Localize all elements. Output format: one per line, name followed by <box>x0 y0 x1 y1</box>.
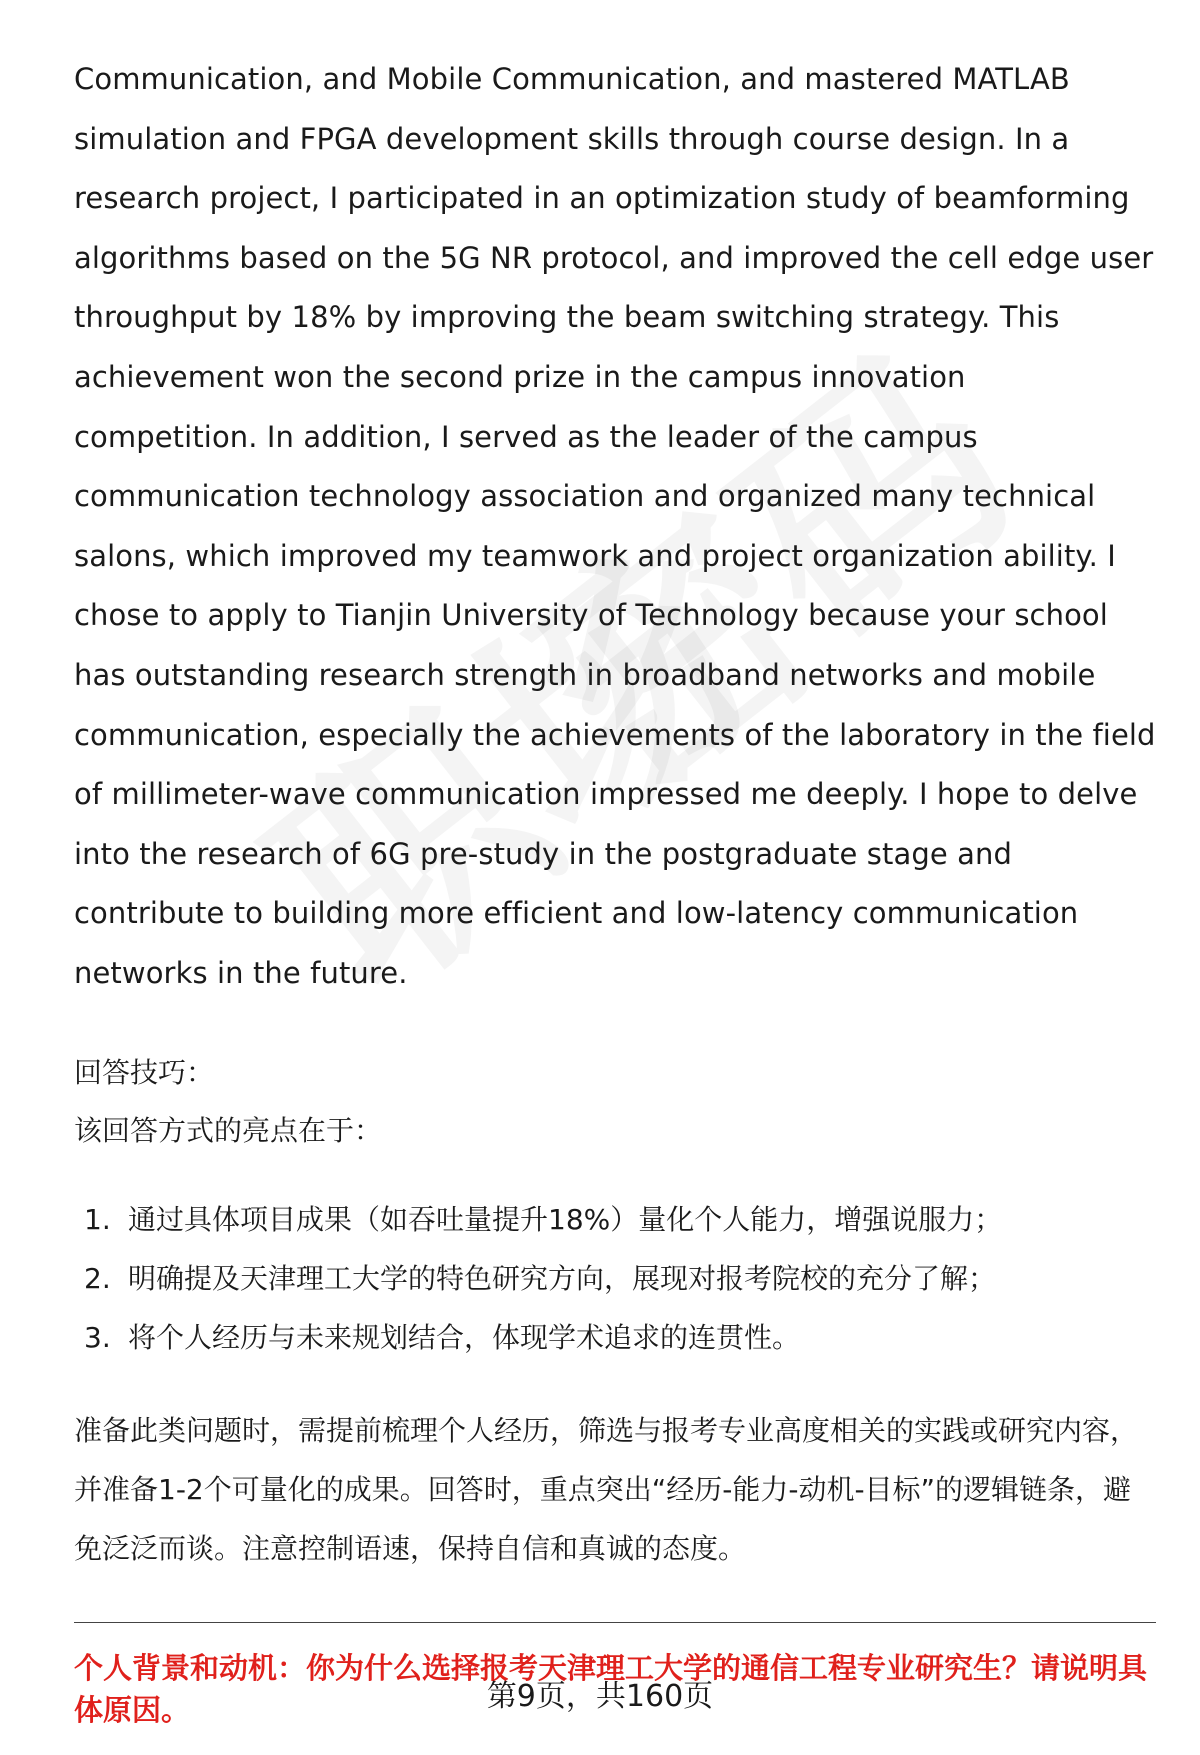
document-page <box>74 0 1156 1731</box>
list-item <box>74 1308 1156 1367</box>
list-item <box>74 1190 1156 1249</box>
list-number: 3. <box>84 1320 111 1354</box>
section-divider <box>74 1622 1156 1624</box>
page-number-footer: 第9页，共160页 <box>486 1679 714 1714</box>
list-number: 1. <box>84 1202 111 1236</box>
list-text: 将个人经历与未来规划结合，体现学术追求的连贯性。 <box>128 1320 801 1354</box>
list-item <box>74 1249 1156 1308</box>
answer-paragraph: Communication, and Mobile Communication, and mastered MATLAB simulation and FPGA development skills through course design. In a research project, I participated in an optimization study of beamforming algorithms based on the 5G NR protocol, and improved the cell edge user throughput by 18% by improving the beam switching strategy. This achievement won the second prize in the campus innovation competition. In addition, I served as the leader of the campus communication technology association and organized many technical salons, which improved my teamwork and project organization ability. I chose to apply to Tianjin University of Technology because your school has outstanding research strength in broadband networks and mobile communication, especially the achievements of the laboratory in the field of millimeter-wave communication impressed me deeply. I hope to delve into the research of 6G pre-study in the postgraduate stage and contribute to building more efficient and low-latency communication networks in the future. <box>74 62 1156 990</box>
list-number: 2. <box>84 1261 111 1295</box>
tips-heading: 回答技巧： <box>74 1055 215 1089</box>
next-question-heading: 个人背景和动机：你为什么选择报考天津理工大学的通信工程专业研究生？请说明具体原因。 <box>74 1651 1148 1727</box>
advice-paragraph: 准备此类问题时，需提前梳理个人经历，筛选与报考专业高度相关的实践或研究内容，并准备1-2个可量化的成果。回答时，重点突出“经历-能力-动机-目标”的逻辑链条，避免泛泛而谈。注意控制语速，保持自信和真诚的态度。 <box>74 1413 1139 1565</box>
tips-list <box>74 1190 1156 1367</box>
list-text: 通过具体项目成果（如吞吐量提升18%）量化个人能力，增强说服力； <box>128 1202 1003 1236</box>
tips-intro: 该回答方式的亮点在于： <box>74 1113 383 1147</box>
list-text: 明确提及天津理工大学的特色研究方向，展现对报考院校的充分了解； <box>128 1261 997 1295</box>
